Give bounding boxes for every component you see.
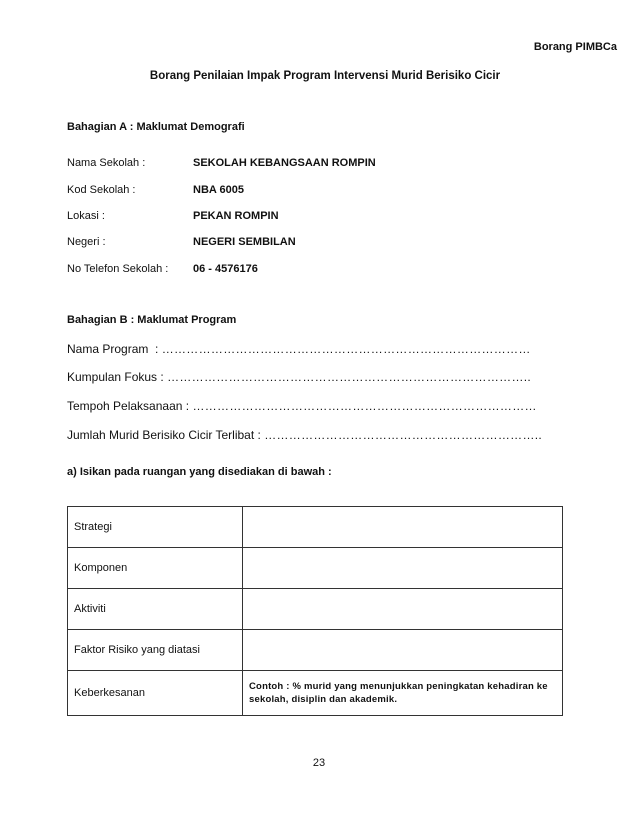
field-separator: : [157, 370, 168, 384]
row-label-komponen: Komponen [68, 548, 243, 589]
page-title: Borang Penilaian Impak Program Intervensi Murid Berisiko Cicir [149, 70, 501, 82]
field-dots: …………………………………………………………………………….. [167, 370, 532, 384]
field-label: Tempoh Pelaksanaan [67, 399, 183, 413]
instruction-text: a) Isikan pada ruangan yang disediakan di bawah : [67, 466, 332, 478]
table-row [68, 507, 563, 548]
row-label-faktor-risiko: Faktor Risiko yang diatasi [68, 630, 243, 671]
label-no-telefon: No Telefon Sekolah : [67, 263, 169, 275]
form-code: Borang PIMBCa [533, 41, 617, 53]
field-label: Nama Program [67, 342, 149, 356]
value-lokasi: PEKAN ROMPIN [193, 210, 279, 222]
label-lokasi: Lokasi : [67, 210, 105, 222]
table-row [68, 589, 563, 630]
field-kumpulan-fokus [67, 370, 531, 384]
field-jumlah-murid [67, 428, 542, 442]
label-kod-sekolah: Kod Sekolah : [67, 184, 136, 196]
field-separator: : [148, 342, 162, 356]
field-dots: ………………………………………………………….. [264, 428, 543, 442]
field-dots: ……………………………………………………………………………… [161, 342, 531, 356]
section-b-heading: Bahagian B : Maklumat Program [67, 314, 237, 326]
label-negeri: Negeri : [67, 236, 106, 248]
value-nama-sekolah: SEKOLAH KEBANGSAAN ROMPIN [193, 157, 376, 169]
field-separator: : [182, 399, 193, 413]
field-label: Jumlah Murid Berisiko Cicir Terlibat [67, 428, 255, 442]
row-label-aktiviti: Aktiviti [68, 589, 243, 630]
row-label-strategi: Strategi [68, 507, 243, 548]
field-tempoh-pelaksanaan [67, 399, 537, 413]
value-negeri: NEGERI SEMBILAN [193, 236, 296, 248]
evaluation-table [67, 506, 563, 716]
input-cell-aktiviti[interactable] [243, 589, 563, 630]
input-cell-strategi[interactable] [243, 507, 563, 548]
input-cell-faktor-risiko[interactable] [243, 630, 563, 671]
row-label-keberkesanan: Keberkesanan [68, 671, 243, 716]
page-number: 23 [312, 757, 326, 769]
field-label: Kumpulan Fokus [67, 370, 158, 384]
field-separator: : [254, 428, 265, 442]
value-kod-sekolah: NBA 6005 [193, 184, 244, 196]
input-cell-komponen[interactable] [243, 548, 563, 589]
table-row [68, 548, 563, 589]
label-nama-sekolah: Nama Sekolah : [67, 157, 146, 169]
section-a-heading: Bahagian A : Maklumat Demografi [67, 121, 245, 133]
value-no-telefon: 06 - 4576176 [193, 263, 258, 275]
table-row [68, 671, 563, 716]
field-dots: ………………………………………………………………………… [192, 399, 537, 413]
table-row [68, 630, 563, 671]
input-cell-keberkesanan[interactable]: Contoh : % murid yang menunjukkan peningkatan kehadiran ke sekolah, disiplin dan akademik. [243, 671, 563, 716]
field-nama-program [67, 342, 531, 356]
